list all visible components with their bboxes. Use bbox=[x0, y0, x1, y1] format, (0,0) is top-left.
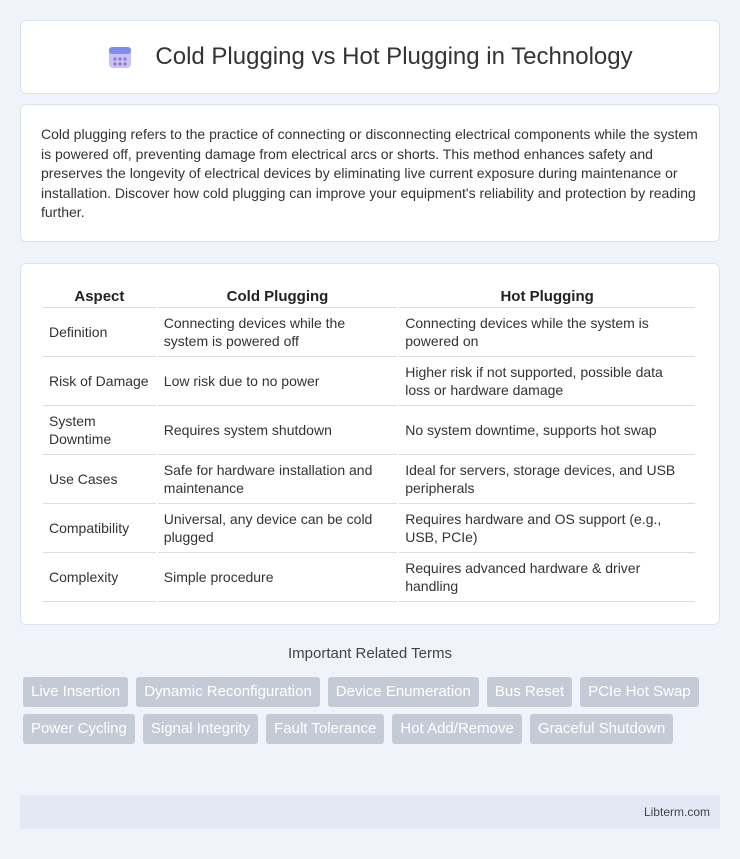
related-term-tag[interactable]: Dynamic Reconfiguration bbox=[136, 677, 320, 707]
related-terms-list bbox=[23, 677, 723, 744]
related-term-tag[interactable]: Device Enumeration bbox=[328, 677, 479, 707]
table-row bbox=[43, 455, 695, 504]
table-cell: Risk of Damage bbox=[43, 357, 156, 406]
table-cell: Higher risk if not supported, possible data loss or hardware damage bbox=[399, 357, 695, 406]
table-row bbox=[43, 357, 695, 406]
table-cell: System Downtime bbox=[43, 406, 156, 455]
table-cell: Ideal for servers, storage devices, and USB peripherals bbox=[399, 455, 695, 504]
related-terms-title: Important Related Terms bbox=[288, 645, 452, 662]
header-cold-plugging: Cold Plugging bbox=[158, 284, 397, 308]
header-aspect: Aspect bbox=[43, 284, 156, 308]
table-cell: No system downtime, supports hot swap bbox=[399, 406, 695, 455]
table-cell: Connecting devices while the system is powered off bbox=[158, 308, 397, 357]
calendar-icon bbox=[107, 44, 133, 70]
table-header-row bbox=[43, 284, 695, 308]
header-hot-plugging: Hot Plugging bbox=[399, 284, 695, 308]
table-cell: Safe for hardware installation and maintenance bbox=[158, 455, 397, 504]
comparison-table bbox=[41, 284, 697, 602]
page-title: Cold Plugging vs Hot Plugging in Technology bbox=[155, 43, 633, 70]
table-row bbox=[43, 504, 695, 553]
related-term-tag[interactable]: Live Insertion bbox=[23, 677, 128, 707]
comparison-table-card bbox=[20, 263, 720, 625]
related-term-tag[interactable]: Fault Tolerance bbox=[266, 714, 384, 744]
header-card bbox=[20, 20, 720, 94]
table-cell: Requires system shutdown bbox=[158, 406, 397, 455]
table-row bbox=[43, 308, 695, 357]
intro-card bbox=[20, 104, 720, 242]
table-cell: Simple procedure bbox=[158, 553, 397, 602]
related-term-tag[interactable]: Power Cycling bbox=[23, 714, 135, 744]
table-row bbox=[43, 553, 695, 602]
footer bbox=[20, 795, 720, 829]
table-cell: Connecting devices while the system is powered on bbox=[399, 308, 695, 357]
intro-text: Cold plugging refers to the practice of connecting or disconnecting electrical components while the system is powered off, preventing damage from electrical arcs or shorts. This method enhances safety and preserves the longevity of electrical devices by eliminating live current exposure during maintenance or installation. Discover how cold plugging can improve your equipment's reliability and protection by reading further. bbox=[41, 126, 698, 221]
table-cell: Use Cases bbox=[43, 455, 156, 504]
table-cell: Requires advanced hardware & driver handling bbox=[399, 553, 695, 602]
table-cell: Requires hardware and OS support (e.g., USB, PCIe) bbox=[399, 504, 695, 553]
table-cell: Complexity bbox=[43, 553, 156, 602]
related-term-tag[interactable]: Bus Reset bbox=[487, 677, 572, 707]
related-term-tag[interactable]: Signal Integrity bbox=[143, 714, 258, 744]
related-term-tag[interactable]: Graceful Shutdown bbox=[530, 714, 674, 744]
table-cell: Universal, any device can be cold plugged bbox=[158, 504, 397, 553]
table-row bbox=[43, 406, 695, 455]
footer-site-link[interactable]: Libterm.com bbox=[643, 805, 710, 819]
related-term-tag[interactable]: PCIe Hot Swap bbox=[580, 677, 699, 707]
table-cell: Definition bbox=[43, 308, 156, 357]
table-cell: Low risk due to no power bbox=[158, 357, 397, 406]
table-cell: Compatibility bbox=[43, 504, 156, 553]
related-term-tag[interactable]: Hot Add/Remove bbox=[392, 714, 521, 744]
